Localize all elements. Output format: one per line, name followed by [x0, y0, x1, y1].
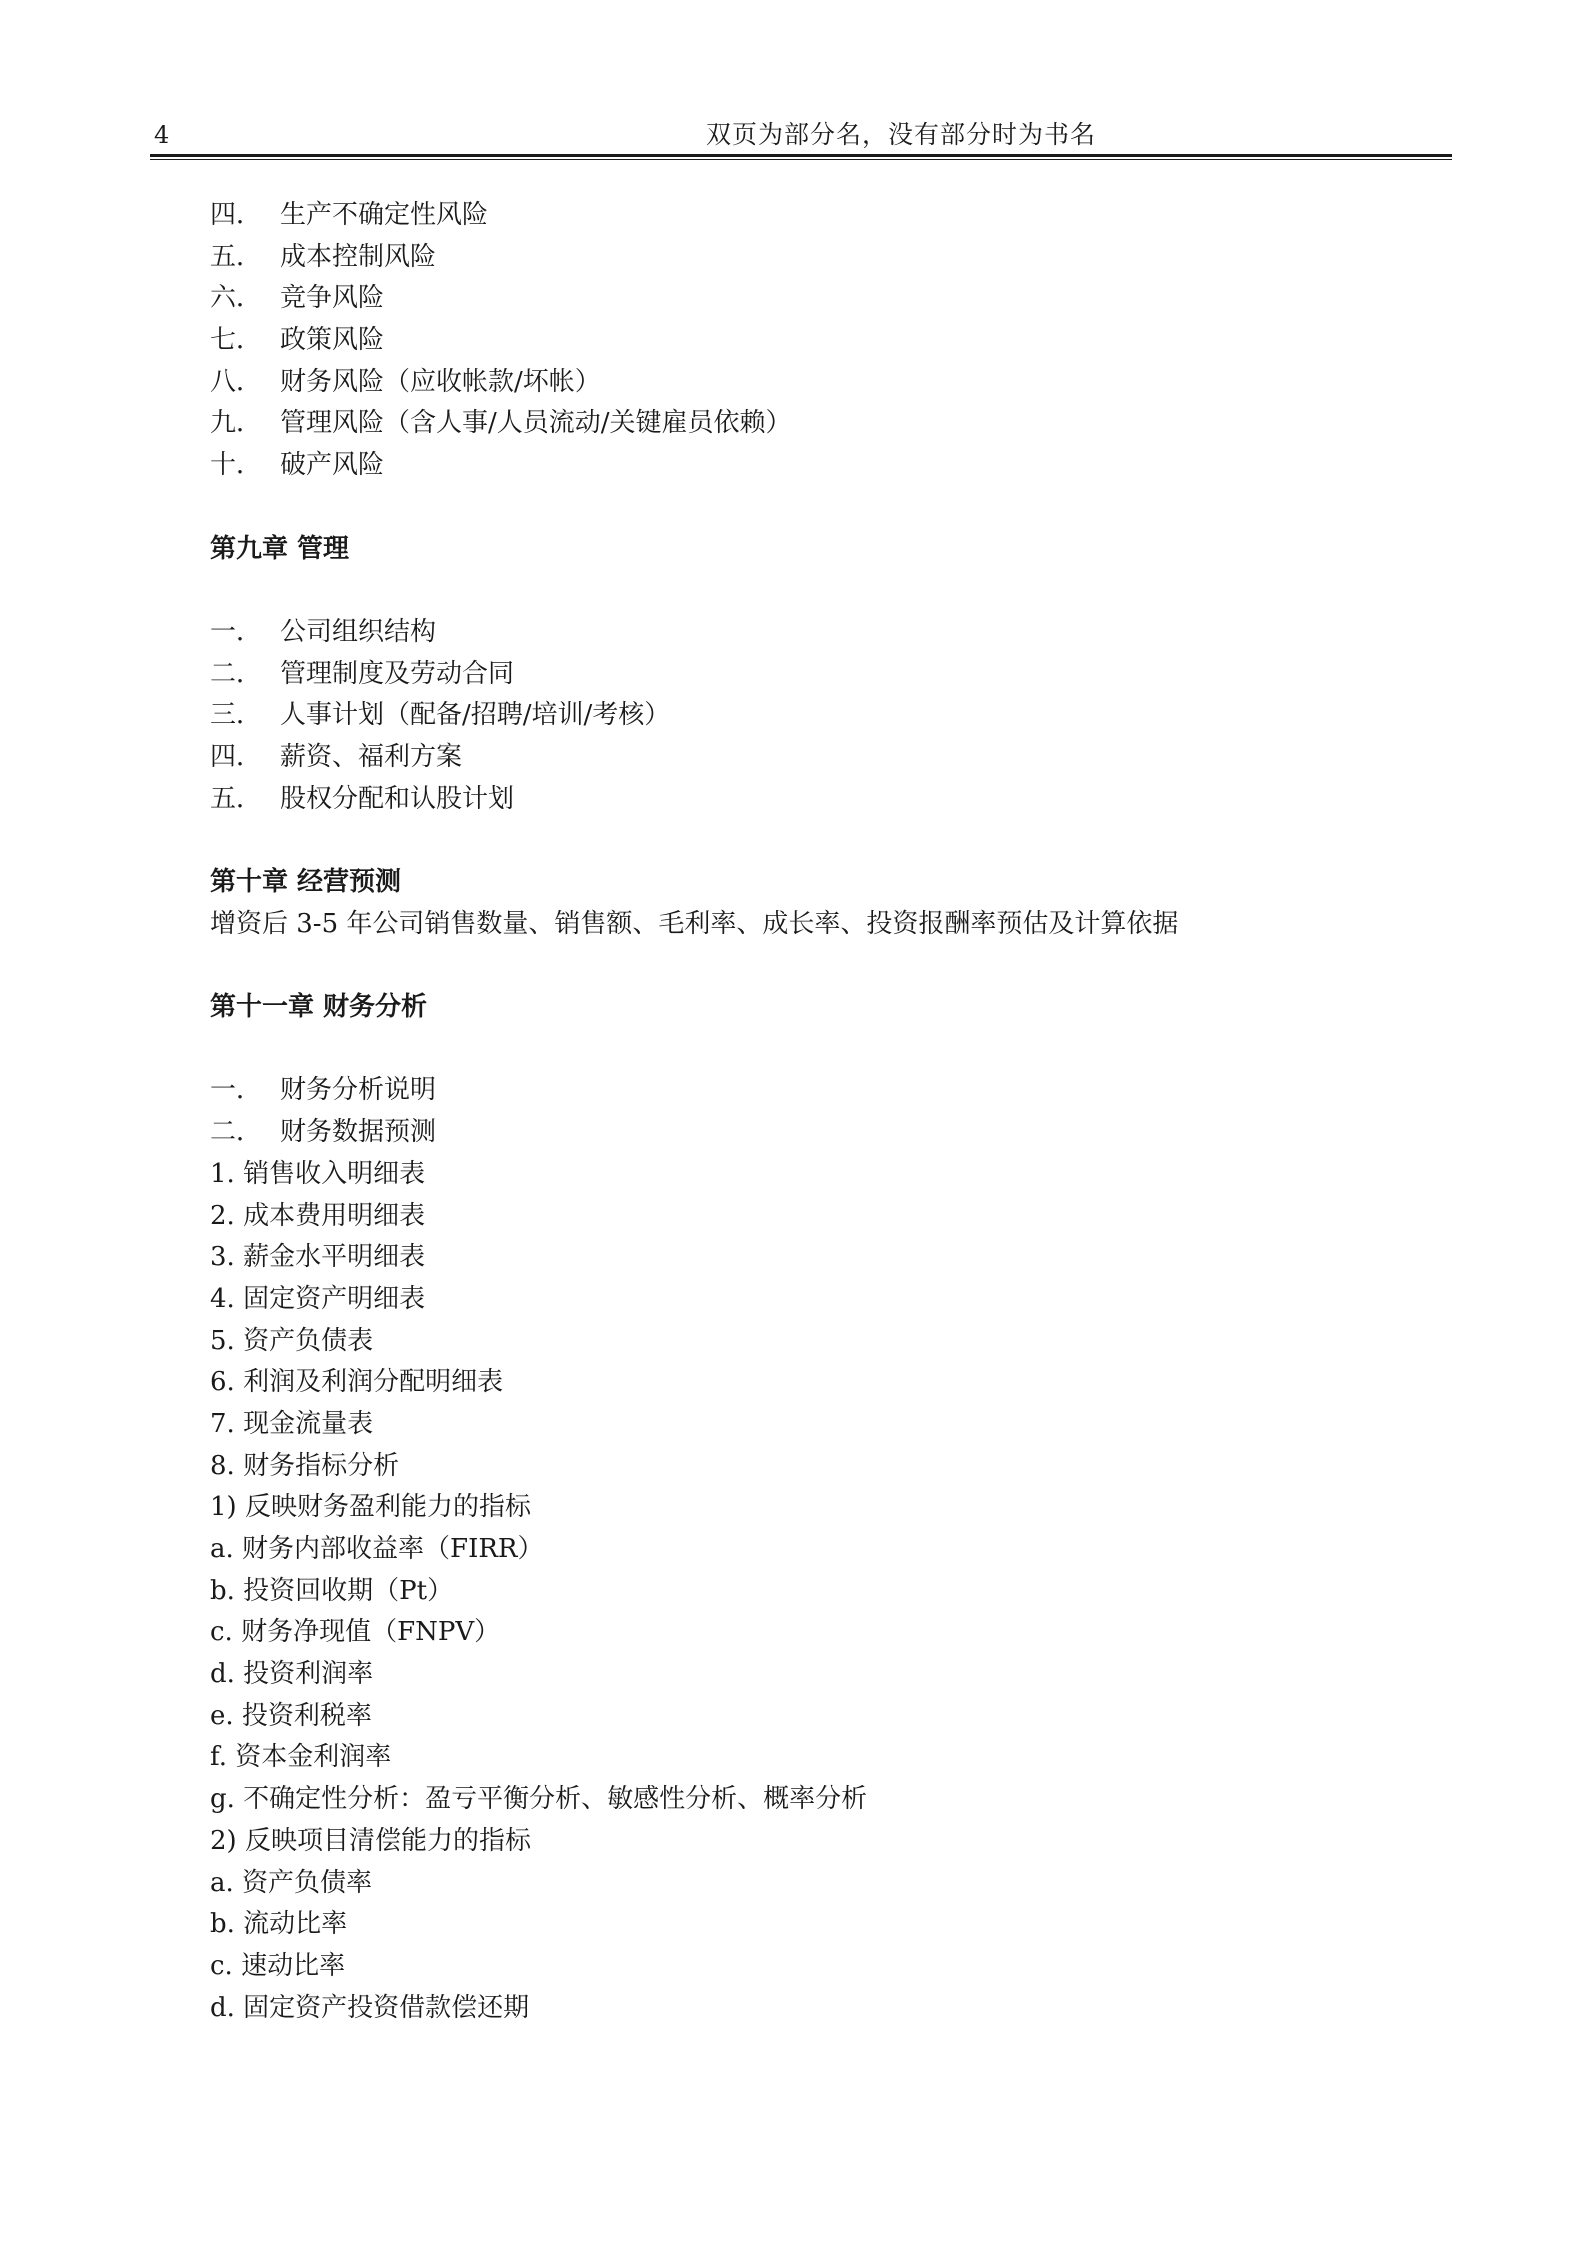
risk-list: [210, 195, 1410, 487]
list-item-number: 七．: [210, 325, 263, 356]
running-head: 双页为部分名，没有部分时为书名: [705, 120, 1096, 149]
list-item: b. 投资回收期（Pt）: [210, 1575, 454, 1606]
list-item: 2) 反映项目清偿能力的指标: [210, 1825, 531, 1856]
list-item: [210, 403, 1410, 445]
list-item: b. 流动比率: [210, 1909, 348, 1940]
chapter-10-body: 增资后 3-5 年公司销售数量、销售额、毛利率、成长率、投资报酬率预估及计算依据: [210, 908, 1179, 939]
chapter-11-title: 第十一章 财务分析: [210, 992, 428, 1023]
list-item-text: 财务风险（应收帐款/坏帐）: [280, 366, 601, 397]
list-item: 3. 薪金水平明细表: [210, 1242, 426, 1273]
management-list: [210, 612, 1410, 820]
financial-analysis-list: [210, 1070, 1410, 1153]
list-item-number: 五．: [210, 783, 263, 814]
financial-detail-list: [210, 1154, 1410, 2029]
header-rule-thin: [150, 159, 1452, 160]
list-item: [210, 695, 1410, 737]
list-item-text: 管理制度及劳动合同: [280, 658, 515, 689]
page-header: [150, 120, 1452, 150]
list-item-number: 四．: [210, 200, 263, 230]
spacer: [210, 945, 1410, 987]
list-item: g. 不确定性分析：盈亏平衡分析、敏感性分析、概率分析: [210, 1784, 868, 1815]
list-item-text: 竞争风险: [280, 283, 385, 314]
list-item: 8. 财务指标分析: [210, 1450, 400, 1481]
list-item: [210, 445, 1410, 487]
list-item: c. 财务净现值（FNPV）: [210, 1617, 501, 1648]
list-item: 5. 资产负债表: [210, 1325, 374, 1356]
list-item: [210, 1112, 1410, 1154]
header-rule: [150, 154, 1452, 157]
list-item-text: 股权分配和认股计划: [280, 783, 515, 814]
list-item-number: 五．: [210, 241, 263, 272]
spacer: [210, 820, 1410, 862]
list-item: [210, 612, 1410, 654]
list-item-number: 六．: [210, 283, 263, 314]
list-item: e. 投资利税率: [210, 1700, 372, 1731]
list-item: [210, 320, 1410, 362]
list-item: a. 财务内部收益率（FIRR）: [210, 1534, 544, 1564]
list-item: [210, 737, 1410, 779]
chapter-9-title: 第九章 管理: [210, 533, 350, 564]
list-item-text: 薪资、福利方案: [280, 741, 463, 772]
list-item-number: 一．: [210, 616, 263, 647]
list-item: 4. 固定资产明细表: [210, 1283, 426, 1314]
list-item-number: 八．: [210, 366, 263, 397]
page-number: 4: [154, 121, 170, 149]
list-item: 7. 现金流量表: [210, 1408, 374, 1439]
list-item-text: 人事计划（配备/招聘/培训/考核）: [280, 700, 671, 731]
list-item-text: 公司组织结构: [280, 616, 437, 647]
list-item: [210, 779, 1410, 821]
list-item-number: 二．: [210, 1117, 263, 1148]
spacer: [210, 1029, 1410, 1071]
list-item: d. 固定资产投资借款偿还期: [210, 1992, 530, 2023]
list-item: 2. 成本费用明细表: [210, 1200, 426, 1231]
spacer: [210, 487, 1410, 529]
list-item: [210, 195, 1410, 237]
list-item-text: 成本控制风险: [280, 241, 437, 272]
spacer: [210, 570, 1410, 612]
list-item-number: 二．: [210, 658, 263, 689]
list-item: d. 投资利润率: [210, 1659, 374, 1690]
list-item-text: 政策风险: [280, 325, 385, 356]
chapter-10-title: 第十章 经营预测: [210, 867, 402, 897]
list-item: c. 速动比率: [210, 1950, 346, 1981]
page-body: [210, 195, 1410, 2029]
list-item: [210, 654, 1410, 696]
list-item-number: 四．: [210, 741, 263, 772]
list-item-number: 十．: [210, 450, 263, 481]
list-item: 1. 销售收入明细表: [210, 1158, 426, 1189]
list-item-number: 三．: [210, 700, 263, 731]
list-item: a. 资产负债率: [210, 1867, 373, 1898]
list-item-text: 财务数据预测: [280, 1117, 437, 1148]
list-item-text: 财务分析说明: [280, 1075, 437, 1106]
list-item: [210, 362, 1410, 404]
list-item: [210, 1070, 1410, 1112]
list-item: 1) 反映财务盈利能力的指标: [210, 1492, 531, 1523]
list-item-text: 破产风险: [280, 450, 385, 481]
list-item: 6. 利润及利润分配明细表: [210, 1367, 504, 1398]
list-item-number: 九．: [210, 408, 263, 439]
list-item: [210, 278, 1410, 320]
list-item-text: 生产不确定性风险: [280, 200, 489, 230]
list-item: [210, 237, 1410, 279]
list-item-number: 一．: [210, 1075, 263, 1106]
list-item: f. 资本金利润率: [210, 1742, 392, 1773]
list-item-text: 管理风险（含人事/人员流动/关键雇员依赖）: [280, 408, 792, 439]
